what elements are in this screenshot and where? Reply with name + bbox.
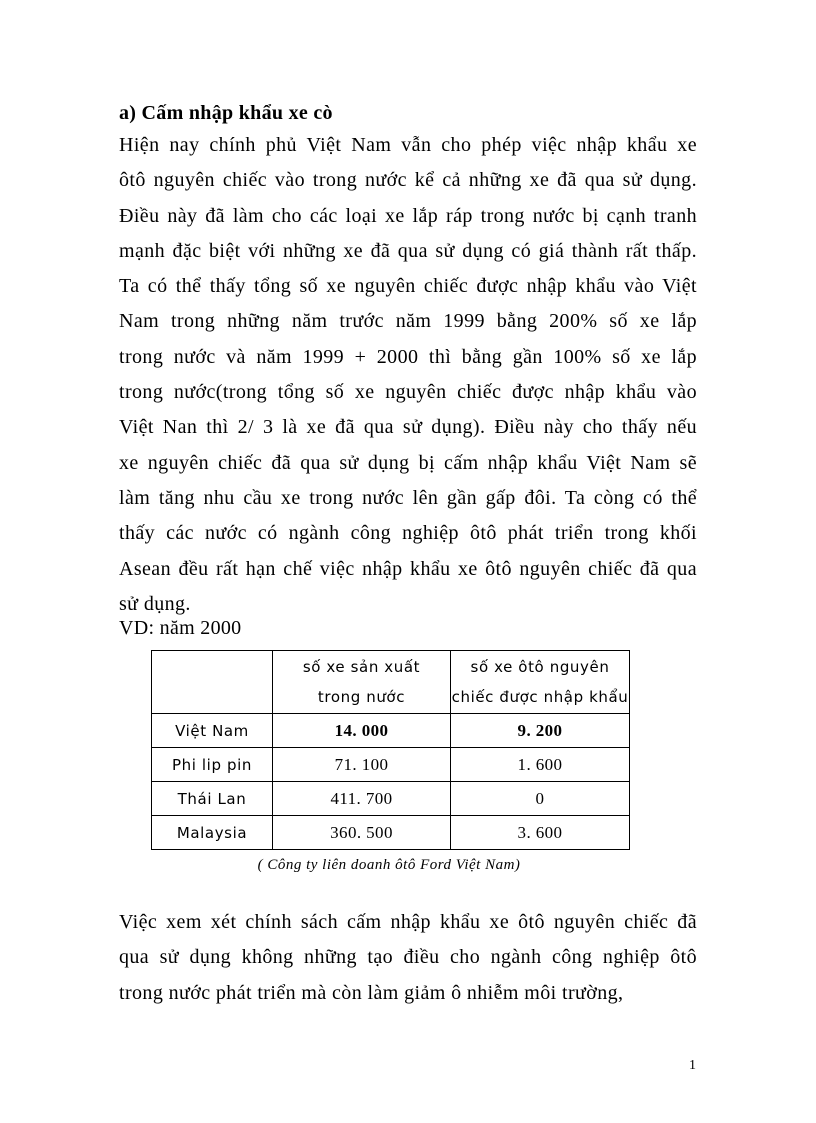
header-line: số xe sản xuất (302, 658, 421, 676)
paragraph-line: thấy các nước có ngành công nghiệp ôtô phát triển trong khối (119, 522, 697, 545)
table-row (152, 816, 630, 850)
section-heading: a) Cấm nhập khẩu xe cò (119, 102, 333, 124)
car-statistics-table (151, 650, 630, 850)
header-cell-domestic-production (273, 651, 451, 714)
country-cell: Việt Nam (152, 714, 273, 748)
table-row (152, 748, 630, 782)
body-paragraph-1 (119, 128, 697, 622)
imported-cell: 3. 600 (451, 816, 630, 850)
table-row (152, 782, 630, 816)
paragraph-line: ôtô nguyên chiếc vào trong nước kể cả những xe đã qua sử dụng. (119, 169, 697, 192)
paragraph-line: Ta có thể thấy tổng số xe nguyên chiếc được nhập khẩu vào Việt (119, 275, 697, 298)
table-row (152, 714, 630, 748)
header-line: chiếc được nhập khẩu (451, 688, 629, 706)
example-label: VD: năm 2000 (119, 617, 242, 639)
header-cell-imported (451, 651, 630, 714)
paragraph-line: trong nước phát triển mà còn làm giảm ô nhiễm môi trường, (119, 981, 624, 1004)
produced-cell: 14. 000 (273, 714, 451, 748)
paragraph-line: Hiện nay chính phủ Việt Nam vẫn cho phép việc nhập khẩu xe (119, 134, 697, 156)
paragraph-line: Việt Nan thì 2/ 3 là xe đã qua sử dụng). Điều này cho thấy nếu (119, 416, 697, 439)
imported-cell: 1. 600 (451, 748, 630, 782)
produced-cell: 411. 700 (273, 782, 451, 816)
header-line: số xe ôtô nguyên (470, 658, 610, 676)
header-line: trong nước (317, 688, 406, 706)
imported-cell: 0 (451, 782, 630, 816)
imported-cell: 9. 200 (451, 714, 630, 748)
paragraph-line: mạnh đặc biệt với những xe đã qua sử dụng có giá thành rất thấp. (119, 239, 697, 262)
paragraph-line: Điều này đã làm cho các loại xe lắp ráp trong nước bị cạnh tranh (119, 204, 697, 227)
country-cell: Phi lip pin (152, 748, 273, 782)
table-header-row (152, 651, 630, 714)
page-number: 1 (689, 1058, 696, 1073)
paragraph-line: xe nguyên chiếc đã qua sử dụng bị cấm nhập khẩu Việt Nam sẽ (119, 451, 697, 474)
header-cell-empty (152, 651, 273, 714)
body-paragraph-2 (119, 905, 697, 1011)
paragraph-line: qua sử dụng không những tạo điều cho ngành công nghiệp ôtô (119, 946, 697, 969)
paragraph-line: làm tăng nhu cầu xe trong nước lên gần gấp đôi. Ta còng có thể (119, 486, 697, 509)
paragraph-line: sử dụng. (119, 592, 191, 615)
table-source-caption: ( Công ty liên doanh ôtô Ford Việt Nam) (257, 857, 521, 873)
country-cell: Thái Lan (152, 782, 273, 816)
paragraph-line: Nam trong những năm trước năm 1999 bằng 200% số xe lắp (119, 310, 697, 333)
paragraph-line: Asean đều rất hạn chế việc nhập khẩu xe ôtô nguyên chiếc đã qua (119, 557, 697, 580)
paragraph-line: trong nước và năm 1999 + 2000 thì bằng gần 100% số xe lắp (119, 345, 697, 368)
produced-cell: 360. 500 (273, 816, 451, 850)
produced-cell: 71. 100 (273, 748, 451, 782)
country-cell: Malaysia (152, 816, 273, 850)
paragraph-line: trong nước(trong tổng số xe nguyên chiếc được nhập khẩu vào (119, 381, 697, 404)
paragraph-line: Việc xem xét chính sách cấm nhập khẩu xe ôtô nguyên chiếc đã (119, 911, 697, 933)
